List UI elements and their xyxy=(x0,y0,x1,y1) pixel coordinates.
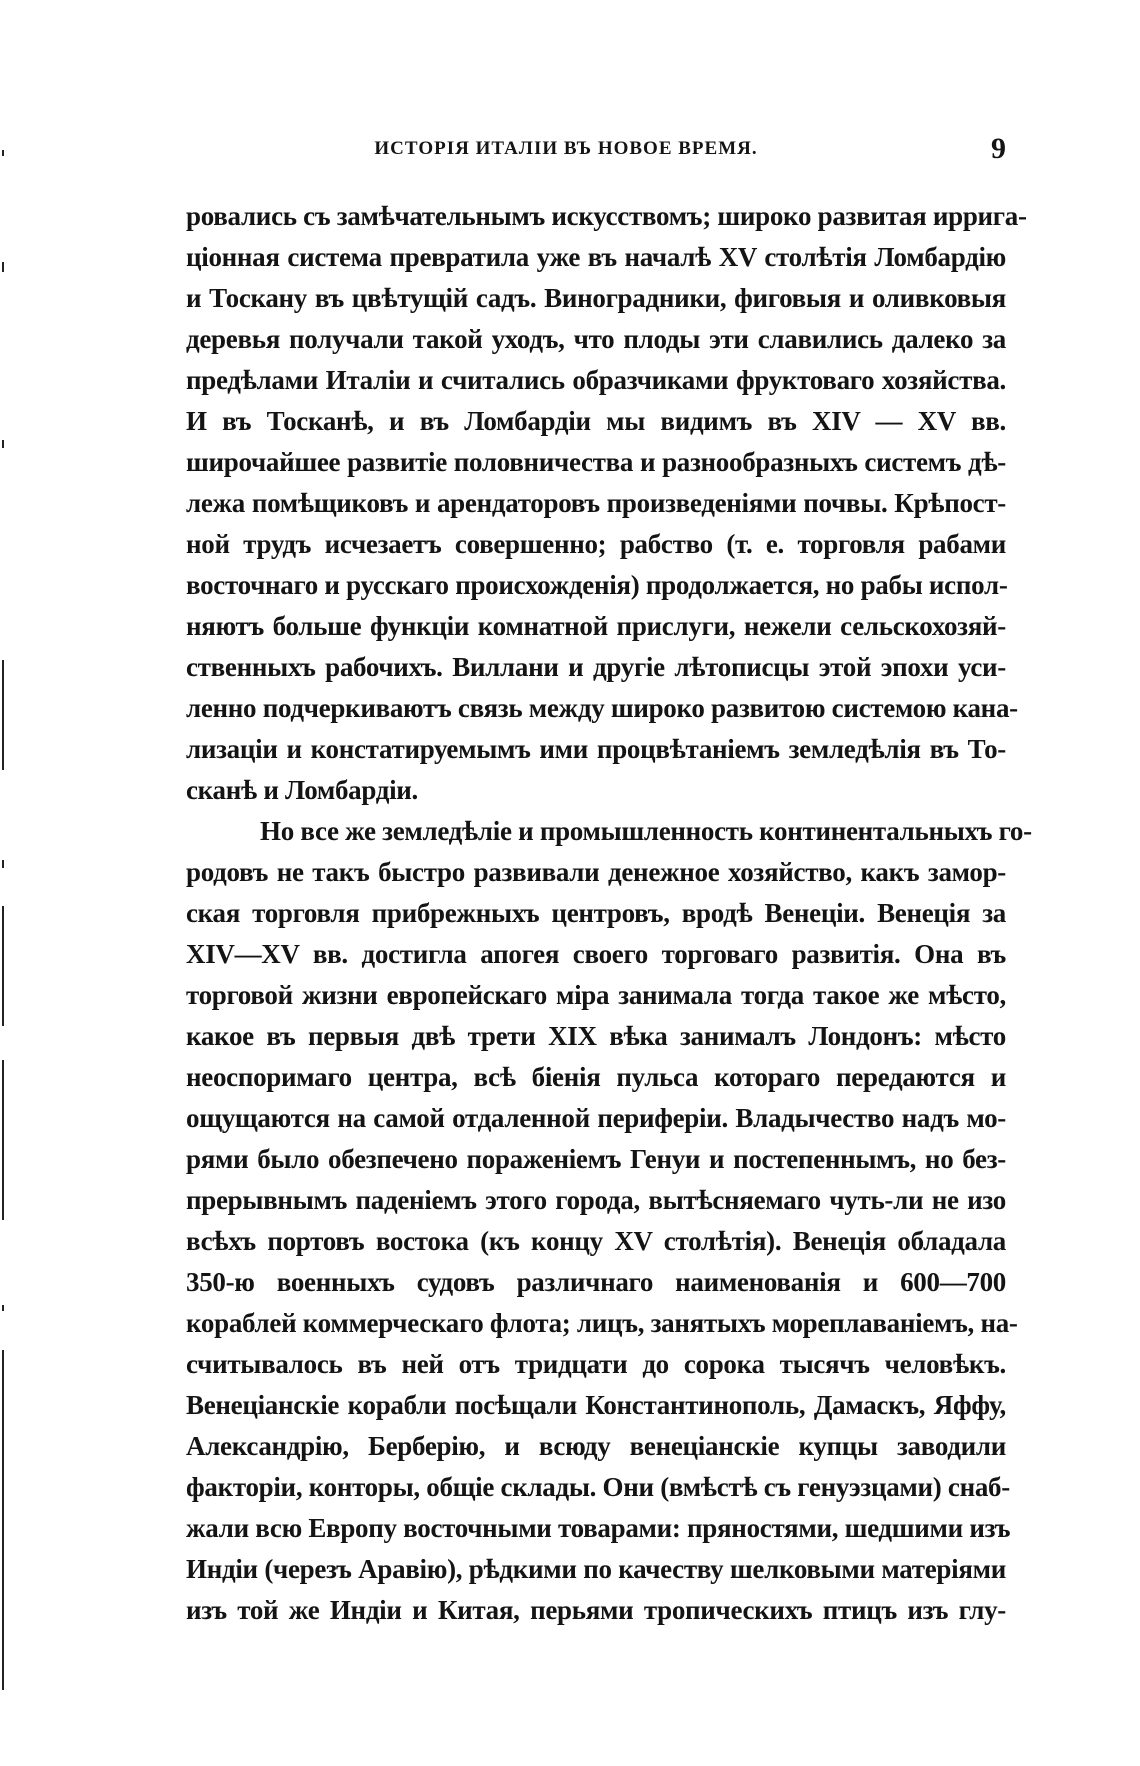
text-line: ощущаются на самой отдаленной периферіи. Владычество надъ мо- xyxy=(186,1103,1006,1133)
text-line: изъ той же Индіи и Китая, перьями тропическихъ птицъ изъ глу- xyxy=(186,1595,1006,1625)
text-line: жали всю Европу восточными товарами: пряностями, шедшими изъ xyxy=(186,1513,1011,1543)
text-line: 350-ю военныхъ судовъ различнаго наименованія и 600—700 xyxy=(186,1267,1006,1297)
text-line: ной трудъ исчезаетъ совершенно; рабство (т. е. торговля рабами xyxy=(186,529,1006,559)
text-line: кораблей коммерческаго флота; лицъ, занятыхъ мореплаваніемъ, на- xyxy=(186,1308,1018,1338)
running-head-title: ИСТОРІЯ ИТАЛІИ ВЪ НОВОЕ ВРЕМЯ. xyxy=(374,138,758,159)
text-line: лежа помѣщиковъ и арендаторовъ произведеніями почвы. Крѣпост- xyxy=(186,488,1006,518)
text-line: торговой жизни европейскаго міра занимала тогда такое же мѣсто, xyxy=(186,980,1006,1010)
text-line: сканѣ и Ломбардіи. xyxy=(186,775,418,805)
text-line: ленно подчеркиваютъ связь между широко развитою системою кана- xyxy=(186,693,1018,723)
text-line: рями было обезпечено пораженіемъ Генуи и постепеннымъ, но без- xyxy=(186,1144,1006,1174)
text-line: предѣлами Италіи и считались образчиками фруктоваго хозяйства. xyxy=(186,365,1006,395)
text-line: XIV—XV вв. достигла апогея своего торговаго развитія. Она въ xyxy=(186,939,1006,969)
text-line: ціонная система превратила уже въ началѣ XV столѣтія Ломбардію xyxy=(186,242,1006,272)
text-line: факторіи, конторы, общіе склады. Они (вмѣстѣ съ генуэзцами) снаб- xyxy=(186,1472,1010,1502)
text-line: считывалось въ ней отъ тридцати до сорока тысячъ человѣкъ. xyxy=(186,1349,1006,1379)
text-line: Венеціанскіе корабли посѣщали Константинополь, Дамаскъ, Яффу, xyxy=(186,1390,1006,1420)
page-number: 9 xyxy=(991,132,1006,165)
text-line: ровались съ замѣчательнымъ искусствомъ; широко развитая ирригa- xyxy=(186,201,1027,231)
text-line: родовъ не такъ быстро развивали денежное хозяйство, какъ замор- xyxy=(186,857,1006,887)
text-line: прерывнымъ паденіемъ этого города, вытѣсняемаго чуть-ли не изо xyxy=(186,1185,1006,1215)
scan-margin-marks xyxy=(0,0,20,1766)
text-line: ственныхъ рабочихъ. Виллани и другіе лѣтописцы этой эпохи уси- xyxy=(186,652,1006,682)
text-line: ская торговля прибрежныхъ центровъ, вродѣ Венеціи. Венеція за xyxy=(186,898,1006,928)
text-line: какое въ первыя двѣ трети XIX вѣка занималъ Лондонъ: мѣсто xyxy=(186,1021,1006,1051)
text-line: деревья получали такой уходъ, что плоды эти славились далеко за xyxy=(186,324,1006,354)
text-line: Александрію, Берберію, и всюду венеціанскіе купцы заводили xyxy=(186,1431,1006,1461)
text-line: и Тоскану въ цвѣтущій садъ. Виноградники, фиговыя и оливковыя xyxy=(186,283,1006,313)
text-line: всѣхъ портовъ востока (къ концу XV столѣтія). Венеція обладала xyxy=(186,1226,1006,1256)
text-line: восточнаго и русскаго происхожденія) продолжается, но рабы испол- xyxy=(186,570,1008,600)
text-line: няютъ больше функціи комнатной прислуги, нежели сельскохозяй- xyxy=(186,611,1006,641)
text-line: широчайшее развитіе половничества и разнообразныхъ системъ дѣ- xyxy=(186,447,1006,477)
text-line: неоспоримаго центра, всѣ біенія пульса котораго передаются и xyxy=(186,1062,1006,1092)
text-line: лизаціи и констатируемымъ ими процвѣтаніемъ земледѣлія въ То- xyxy=(186,734,1006,764)
text-line: Но все же земледѣліе и промышленность континентальныхъ го- xyxy=(260,816,1032,846)
text-line: Индіи (черезъ Аравію), рѣдкими по качеству шелковыми матеріями xyxy=(186,1554,1006,1584)
body-text xyxy=(186,196,1032,1631)
running-head xyxy=(186,132,1006,172)
text-line: И въ Тосканѣ, и въ Ломбардіи мы видимъ въ XIV — XV вв. xyxy=(186,406,1006,436)
